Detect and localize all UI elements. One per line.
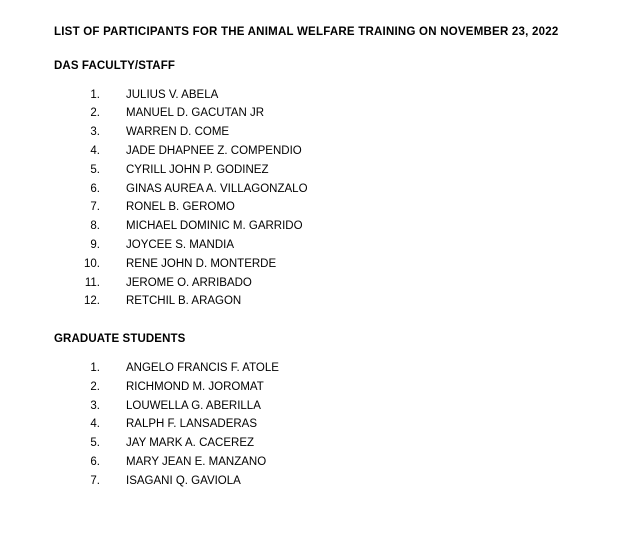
- list-item-name: LOUWELLA G. ABERILLA: [126, 399, 261, 412]
- list-item-name: JAY MARK A. CACEREZ: [126, 437, 255, 450]
- list-item: [54, 123, 590, 142]
- list-item: [54, 453, 590, 472]
- list-item: [54, 104, 590, 123]
- list-item-number: 8.: [90, 220, 100, 233]
- section-heading-graduate-students: GRADUATE STUDENTS: [54, 333, 186, 346]
- list-item-number: 6.: [90, 455, 100, 468]
- list-item: [54, 161, 590, 180]
- list-item-number: 2.: [90, 107, 100, 120]
- list-item: [54, 142, 590, 161]
- list-item-name: RICHMOND M. JOROMAT: [126, 380, 264, 393]
- list-item: [54, 255, 590, 274]
- list-item-name: JULIUS V. ABELA: [126, 88, 219, 101]
- page-title: LIST OF PARTICIPANTS FOR THE ANIMAL WELFARE TRAINING ON NOVEMBER 23, 2022: [54, 26, 559, 38]
- list-item-number: 2.: [90, 380, 100, 393]
- list-item-name: RALPH F. LANSADERAS: [126, 418, 258, 431]
- section-heading-das-faculty-staff: DAS FACULTY/STAFF: [54, 59, 175, 72]
- list-item: [54, 378, 590, 397]
- list-item-number: 10.: [84, 257, 100, 270]
- list-item-number: 3.: [90, 399, 100, 412]
- list-item-number: 5.: [90, 163, 100, 176]
- list-item-number: 1.: [90, 88, 100, 101]
- list-item-name: MICHAEL DOMINIC M. GARRIDO: [126, 220, 303, 233]
- list-item: [54, 415, 590, 434]
- list-item: [54, 397, 590, 416]
- list-item: [54, 472, 590, 491]
- list-item-name: JOYCEE S. MANDIA: [126, 238, 234, 251]
- list-item-number: 5.: [90, 437, 100, 450]
- list-item-name: MANUEL D. GACUTAN JR: [126, 107, 265, 120]
- list-item-name: RENE JOHN D. MONTERDE: [126, 257, 277, 270]
- list-item-number: 12.: [84, 295, 100, 308]
- list-item-number: 1.: [90, 361, 100, 374]
- list-item-number: 11.: [84, 276, 100, 289]
- list-item-name: CYRILL JOHN P. GODINEZ: [126, 163, 269, 176]
- list-item-name: MARY JEAN E. MANZANO: [126, 455, 267, 468]
- list-item: [54, 274, 590, 293]
- list-item: [54, 86, 590, 105]
- participant-list-das-faculty-staff: [54, 86, 590, 312]
- list-item-number: 4.: [90, 418, 100, 431]
- list-item: [54, 217, 590, 236]
- list-item: [54, 236, 590, 255]
- list-item-number: 7.: [90, 201, 100, 214]
- participant-list-graduate-students: [54, 359, 590, 491]
- list-item-number: 4.: [90, 144, 100, 157]
- list-item-name: JADE DHAPNEE Z. COMPENDIO: [126, 144, 302, 157]
- list-item-name: GINAS AUREA A. VILLAGONZALO: [126, 182, 308, 195]
- list-item-name: RETCHIL B. ARAGON: [126, 295, 242, 308]
- list-item: [54, 180, 590, 199]
- list-item: [54, 292, 590, 311]
- list-item-number: 6.: [90, 182, 100, 195]
- list-item: [54, 359, 590, 378]
- list-item-name: ISAGANI Q. GAVIOLA: [126, 474, 241, 487]
- list-item-number: 7.: [90, 474, 100, 487]
- list-item-number: 9.: [90, 238, 100, 251]
- list-item-name: WARREN D. COME: [126, 126, 230, 139]
- list-item: [54, 434, 590, 453]
- list-item-name: JEROME O. ARRIBADO: [126, 276, 252, 289]
- list-item-name: RONEL B. GEROMO: [126, 201, 235, 214]
- list-item: [54, 198, 590, 217]
- list-item-name: ANGELO FRANCIS F. ATOLE: [126, 361, 279, 374]
- list-item-number: 3.: [90, 126, 100, 139]
